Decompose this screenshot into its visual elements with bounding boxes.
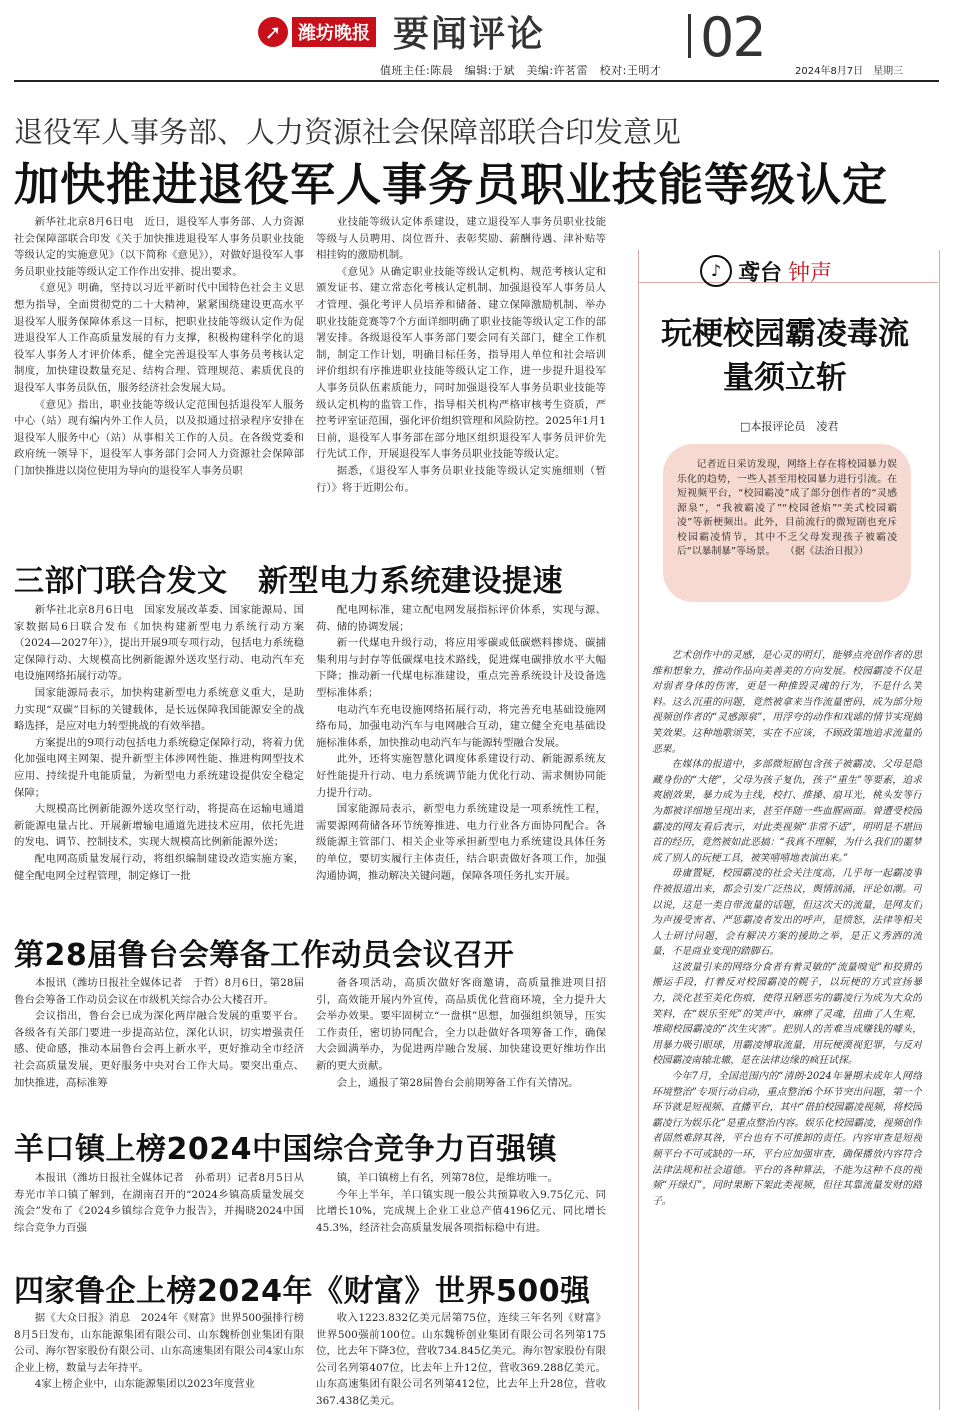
story2-column-1 (14, 602, 304, 918)
paragraph: 本报讯（潍坊日报社全媒体记者 于哲）8月6日，第28届鲁台会筹备工作动员会议在市级机关综合办公大楼召开。 (14, 977, 304, 1006)
story5-headline: 四家鲁企上榜2024年《财富》世界500强 (14, 1274, 591, 1309)
story5-column-2 (316, 1310, 606, 1410)
paragraph: 业技能等级认定体系建设，建立退役军人事务员职业技能等级与人员聘用、岗位晋升、表彰奖励、薪酬待遇、津补贴等相挂钩的激励机制。 (316, 216, 606, 262)
issue-date: 2024年8月7日 星期三 (795, 66, 904, 77)
editor-credits: 值班主任:陈晨 编辑:于斌 美编:许茗雷 校对:王明才 (380, 64, 662, 77)
paragraph: 这波量引来的网络分食者有着灵敏的“流量嗅觉”和狡猾的搬运手段，打着反对校园霸凌的幌子，以玩梗的方式宣扬暴力，淡化甚至美化伤痕，使得丑陋恶劣的霸凌行为成为大众的笑料，在“娱乐至死”的笑声中，麻痹了灵魂，扭曲了人生观，堆砌校园霸凌的“次生灾害”。把别人的苦难当成赚钱的噱头，用暴力吸引眼球，用霸凌博取流量，用玩梗漠视犯罪，与反对校园霸凌南辕北辙，是在法律边缘的疯狂试探。 (652, 961, 922, 1067)
paragraph: 配电网高质量发展行动，将组织编制建设改造实施方案，健全配电网全过程管理，制定修订一批 (14, 852, 304, 882)
commentary-title: 玩梗校园霸凌毒流量须立斩 (661, 316, 909, 396)
section-title: 要闻评论 (393, 14, 546, 55)
lead-column-1 (14, 214, 304, 530)
quote-text: 记者近日采访发现，网络上存在将校园暴力娱乐化的趋势，一些人甚至用校园暴力进行引流。在短视频平台，“校园霸凌”成了部分创作者的“灵感源泉”，“我被霸凌了”“校园爸焰”“美式校园霸凌”等新梗频出。此外，目前流行的微短剧也充斥校园霸凌情节，其中不乏父母发现孩子被霸凌后“以暴制暴”等场景。 （据《法治日报》） (677, 459, 897, 557)
paragraph: 国家能源局表示，新型电力系统建设是一项系统性工程，需要源网荷储各环节统筹推进、电力行业各方面协同配合。各级能源主管部门、相关企业等承担新型电力系统建设具体任务的单位，要切实履行主体责任，结合职责做好各项工作，加强沟通协调，推动解决关键问题，保障各项任务扎实开展。 (316, 803, 606, 882)
masthead-rule (14, 80, 939, 82)
paragraph: 《意见》明确，坚持以习近平新时代中国特色社会主义思想为指导，全面贯彻党的二十大精神，紧紧围绕建设更高水平退役军人服务保障体系这一目标，把职业技能等级认定作为促进退役军人工作高质量发展的有力支撑，积极构建科学化的退役军人事务人才评价体系，健全完善退役军人事务员考核认定制度，加快建设数量充足、结构合理、管理规范、素质优良的退役军人事务员队伍，服务经济社会发展大局。 (14, 282, 304, 394)
paragraph: 毋庸置疑，校园霸凌的社会关注度高，几乎每一起霸凌事件被报道出来，都会引发广泛热议，舆情汹涌，评论如潮。可以说，这是一类自带流量的话题，但这次天的流量，是网友们为声援受害者、严惩霸凌者发出的呼声，是愤怒，法律等相关人士研讨问题，会有解决方案的援助之举，是正义秀洒的流量，不是商业变现的踏脚石。 (652, 868, 922, 958)
story5-column-1 (14, 1310, 304, 1410)
column-brand-subtitle: 钟声 (788, 260, 833, 286)
paragraph: 方案提出的9项行动包括电力系统稳定保障行动，将着力优化加强电网主网架、提升新型主体涉网性能、推进构网型技术应用、持续提升电能质量，为新型电力系统建设提供安全稳定保障； (14, 736, 304, 799)
column-brand-name: 鸢台 (738, 260, 783, 286)
paragraph: 4家上榜企业中，山东能源集团以2023年度营业 (34, 1378, 255, 1391)
story4-headline: 羊口镇上榜2024中国综合竞争力百强镇 (14, 1132, 557, 1167)
lead-column-2 (316, 214, 606, 530)
paragraph: 新华社北京8月6日电 国家发展改革委、国家能源局、国家数据局6日联合发布《加快构建新型电力系统行动方案（2024—2027年）》，提出开展9项专项行动，包括电力系统稳定保障行动、大规模高比例新能源外送攻坚行动、电动汽车充电设施网络拓展行动等。 (14, 604, 304, 683)
lead-headline: 加快推进退役军人事务员职业技能等级认定 (14, 158, 889, 211)
bell-icon: ♪ (700, 255, 732, 287)
page-number: 02 (700, 6, 765, 69)
column-brand (700, 255, 832, 287)
logo-swirl-icon: ➚ (258, 17, 288, 47)
quote-box (663, 444, 911, 602)
paragraph: 本报讯（潍坊日报社全媒体记者 孙希玥）记者8月5日从寿光市羊口镇了解到，在湖南召开的“2024乡镇高质量发展交流会”发布了《2024乡镇综合竞争力报告》，并揭晓2024中国综合竞争力百强 (14, 1172, 304, 1234)
paragraph: 备各项活动，高质次做好客商邀请，高质量推进项目招引，高效能开展内外宣传，高品质优化营商环境，全力提升大会举办效果。要牢固树立“一盘棋”思想，加强组织领导，压实工作责任，密切协同配合，全力以赴做好各项筹备工作，确保大会圆满举办，为促进两岸融合发展、加快建设更好维坊作出新的更大贡献。 (316, 977, 606, 1072)
paragraph: 据悉，《退役军人事务员职业技能等级认定实施细则（暂行）》将于近期公布。 (316, 464, 606, 494)
story4-column-2 (316, 1170, 606, 1242)
newspaper-logo (258, 14, 388, 50)
paragraph: 大规模高比例新能源外送攻坚行动，将提高在运输电通道新能源电量占比、开展新增输电通道先进技术应用，依托先进的发电、调节、控制技术，实现大规模高比例新能源外送； (14, 803, 304, 849)
story3-headline: 第28届鲁台会筹备工作动员会议召开 (14, 938, 515, 973)
lead-kicker: 退役军人事务部、人力资源社会保障部联合印发意见 (14, 115, 682, 149)
paragraph: 配电网标准，建立配电网发展指标评价体系，实现与源、荷、储的协调发展； (316, 604, 606, 633)
story2-column-2 (316, 602, 606, 918)
paragraph: 新一代煤电升级行动，将应用零碳或低碳燃料掺烧、碳捕集利用与封存等低碳煤电技术路线，促进煤电碳排放水平大幅下降；推动新一代煤电标准建设，重点完善系统设计及设备选型标准体系； (316, 637, 606, 699)
paragraph: 在媒体的报道中，多部微短剧包含孩子被霸凌、父母是隐藏身份的“大佬”，父母为孩子复仇，孩子“重生”等要素，追求爽剧效果，暴力成为主线，校打、推搡、扇耳光，桃头发等行为都被详细地呈现出来，甚至伴随一些血腥画面。曾遭受校园霸凌的网友看后表示，对此类视频“非常不适”，明明是不堪回首的经历，竟然被如此恶搞：“我真不理解，为什么我们的噩梦成了别人的玩梗工具，被笑嘻嘻地表演出来。” (652, 759, 922, 864)
commentary-body (652, 648, 922, 1410)
paragraph: 今年7月，全国范围内的“清朗·2024年暑期未成年人网络环境整治”专项行动启动，重点整治6个环节突出问题，第一个环节就是短视频、直播平台，其中“借拍校园霸凌视频，将校园霸凌行为娱乐化”是重点整治内容。娱乐化校园霸凌，视频创作者固然难辞其咎，平台也有不可推卸的责任。内容审查是短视频平台不可或缺的一环，平台应加强审查，确保播放内容符合法律法规和社会道德。平台的各种算法，不能为这种不良的视频“开绿灯”，同时果断下架此类视频，但往其靠流量发财的路子。 (652, 1071, 922, 1207)
paragraph: 艺术创作中的灵感，是心灵的明灯，能够点亮创作者的思维和想象力，推动作品向美善美的方向发展。校园霸凌不仅是对弱者身体的伤害，更是一种推毁灵魂的行为，不是什么笑料。这么沉重的问题，竟然被拿来当作流量密码，成为部分短视频创作者的“灵感源泉”，用浮夸的动作和戏谑的情节实现搞笑效果。这种地歌颂笑，实在不应该，不顾政策地追求流量的恶果。 (652, 650, 922, 755)
paragraph: 电动汽车充电设施网络拓展行动，将完善充电基础设施网络布局，加强电动汽车与电网融合互动，建立健全充电基础设施标准体系，加快推动电动汽车与能源转型融合发展。 (316, 703, 606, 749)
paragraph: 新华社北京8月6日电 近日，退役军人事务部、人力资源社会保障部联合印发《关于加快推进退役军人事务员职业技能等级认定的实施意见》（以下简称《意见》），对做好退役军人事务员职业技能等级认定工作作出安排、提出要求。 (14, 216, 304, 278)
story3-column-1 (14, 975, 304, 1109)
page-number-divider (688, 14, 691, 58)
paper-name: 潍坊晚报 (292, 17, 376, 47)
commentary-byline: □本报评论员 凌君 (740, 420, 839, 433)
paragraph: 国家能源局表示，加快构建新型电力系统意义重大，是助力实现“双碳”目标的关键载体，是长远保障我国能源安全的战略选择，是应对电力转型挑战的有效举措。 (14, 686, 304, 733)
paragraph: 《意见》指出，职业技能等级认定范围包括退役军人服务中心（站）现有编内外工作人员，以及拟通过招录程序安排在退役军人服务中心（站）从事相关工作的人员。在各级党委和政府统一领导下，退役军人事务部门会同人力资源社会保障部门加快推进以岗位使用为导向的退役军人事务员职 (14, 398, 304, 477)
paragraph: 据《大众日报》消息 2024年《财富》世界500强排行榜8月5日发布，山东能源集团有限公司、山东魏桥创业集团有限公司、海尔智家股份有限公司、山东高速集团有限公司4家山东企业上榜，数量与去年持平。 (14, 1312, 304, 1374)
paragraph: 此外，还将实施智慧化调度体系建设行动、新能源系统友好性能提升行动、电力系统调节能力优化行动、需求侧协同能力提升行动。 (316, 753, 606, 799)
story2-headline: 三部门联合发文 新型电力系统建设提速 (14, 564, 563, 599)
story3-column-2 (316, 975, 606, 1109)
paragraph: 收入1223.832亿美元居第75位，连续三年名列《财富》世界500强前100位。山东魏桥创业集团有限公司名列第175位，比去年下降3位，营收734.845亿美元。海尔智家股份有限公司名列第407位，比去年上升12位，营收369.288亿美元。山东高速集团有限公司名列第412位，比去年上升28位，营收367.438亿美元。 (316, 1312, 606, 1407)
paragraph: 会议指出，鲁台会已成为深化两岸融合发展的重要平台。各级各有关部门要进一步提高站位，深化认识，切实增强责任感、使命感，推动本届鲁台会再上新水平，更好推动全市经济社会高质量发展，更好服务中央对台工作大局。要突出重点、加快推进，高标准筹 (14, 1010, 304, 1089)
story4-column-1 (14, 1170, 304, 1242)
paragraph: 《意见》从确定职业技能等级认定机构、规范考核认定和颁发证书、建立常态化考核认定机制、加强退役军人事务员人才管理、强化考评人员培养和储备、建立保障激励机制、举办职业技能竞赛等7个方面详细明确了职业技能等级认定工作的部署安排。各级退役军人事务部门要会同有关部门，健全工作机制，制定工作计划，明确目标任务，指导用人单位和社会培训评价组织有序推进职业技能等级认定工作，进一步提升退役军人事务员队伍素质能力，同时加强退役军人事务员职业技能等级认定机构的监管工作，指导相关机构严格审核考生资质，严控考评室证范围，强化评价组织管理和风险防控。2025年1月1日前，退役军人事务部在部分地区组织退役军人事务员评价先行先试工作，开展退役军人事务员职业技能等级认定。 (316, 265, 606, 461)
paragraph: 镇，羊口镇榜上有名，列第78位，是维坊唯一。 (336, 1172, 558, 1184)
paragraph: 今年上半年，羊口镇实现一般公共预算收入9.75亿元、同比增长10%，完成规上企业工业总产值4196亿元、同比增长45.3%，经济社会高质量发展各项指标稳中有进。 (316, 1188, 606, 1234)
paragraph: 会上，通报了第28届鲁台会前期筹备工作有关情况。 (336, 1076, 579, 1089)
